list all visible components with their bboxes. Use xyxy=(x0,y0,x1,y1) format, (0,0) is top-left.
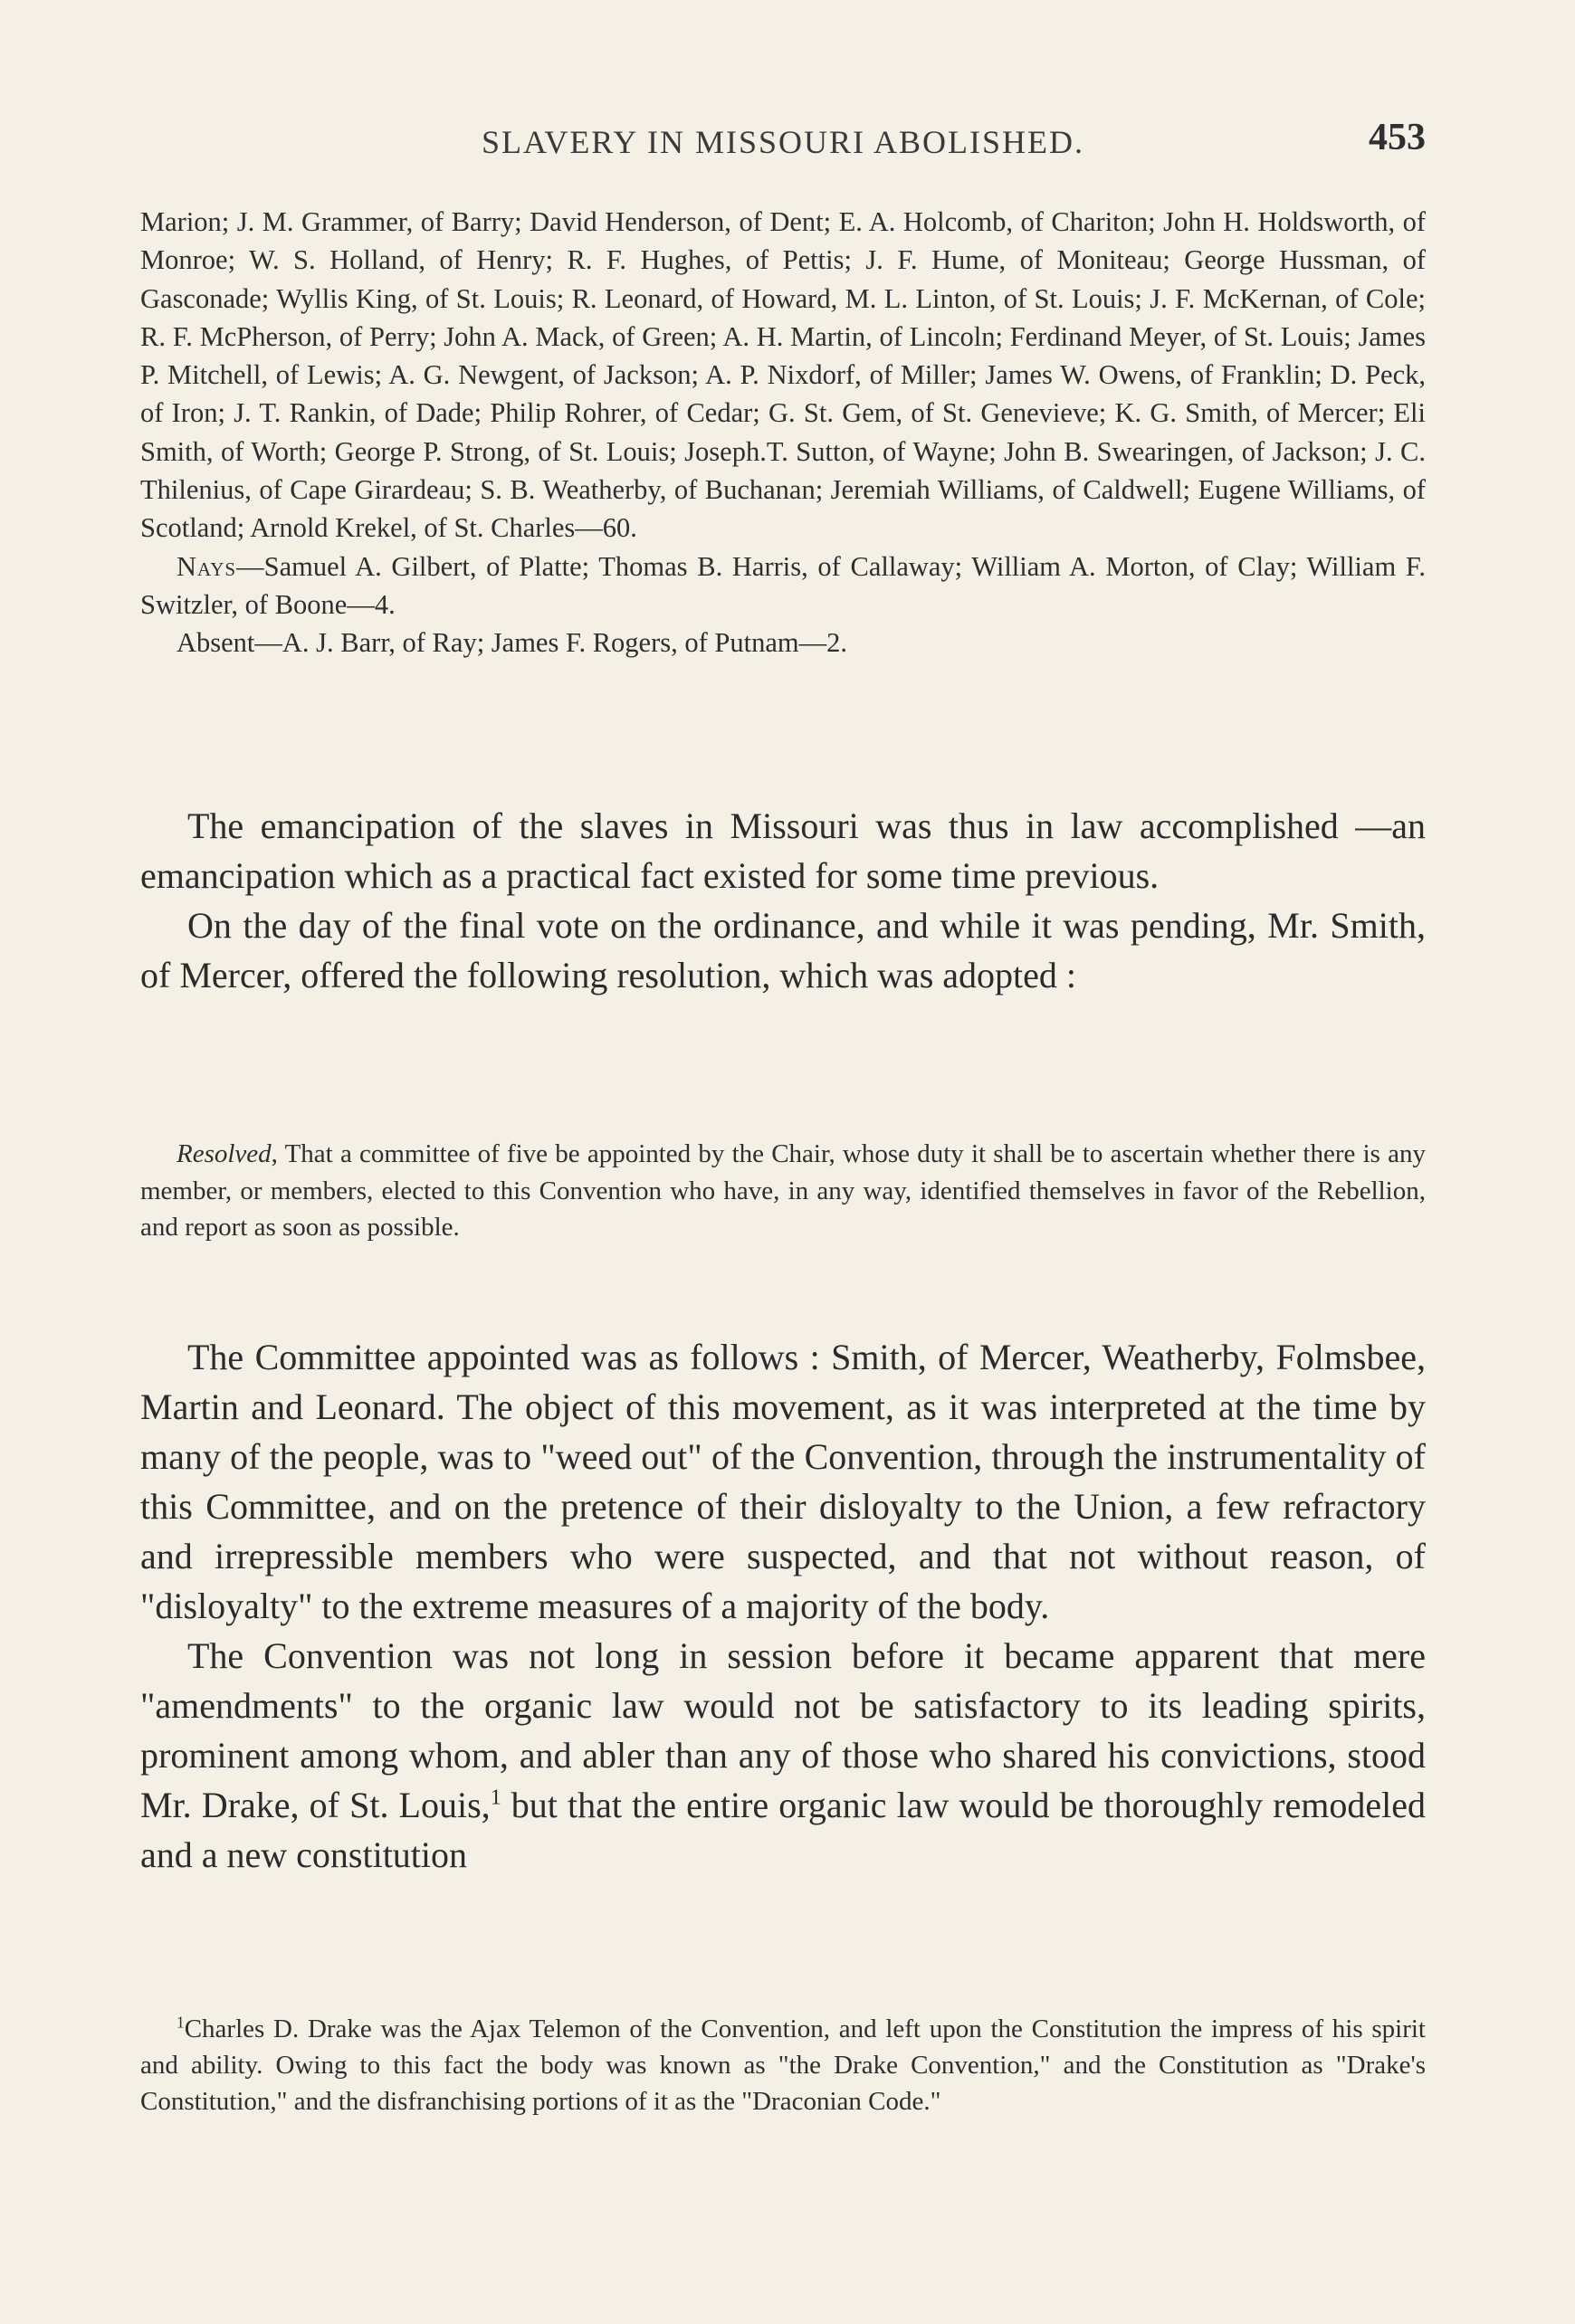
page-header xyxy=(140,116,1426,161)
footnote-reference: 1 xyxy=(490,1786,501,1810)
body-section-1 xyxy=(140,801,1426,1000)
page-number: 453 xyxy=(1369,117,1426,158)
resolution-paragraph xyxy=(140,1136,1426,1246)
resolution-block xyxy=(140,1136,1426,1246)
paragraph-committee: The Committee appointed was as follows : Smith, of Mercer, Weatherby, Folmsbee, Martin and Leonard. The object of this movement, as it was interpreted at the time by many of the people, was to "weed out" of the Convention, through the instrumentality of this Committee, and on the pretence of their disloyalty to the Union, a few refractory and irrepressible members who were suspected, and that not without reason, of "disloyalty" to the extreme measures of a majority of the body. xyxy=(140,1337,1426,1626)
resolution-text: , That a committee of five be appointed by the Chair, whose duty it shall be to ascertain whether there is any member, or members, elected to this Convention who have, in any way, identified themselves in favor of the Rebellion, and report as soon as possible. xyxy=(140,1139,1426,1242)
paragraph-convention xyxy=(140,1631,1426,1880)
paragraph-convention-text: The Convention was not long in session before it became apparent that mere "amendments" to the organic law would not be satisfactory to its leading spirits, prominent among whom, and abler than any of those who shared his convictions, stood Mr. Drake, of St. Louis, xyxy=(140,1635,1426,1825)
nays-label: Nays xyxy=(177,550,237,582)
vote-list xyxy=(140,203,1426,662)
paragraph-final-vote: On the day of the final vote on the ordinance, and while it was pending, Mr. Smith, of Mercer, offered the following resolution, which was adopted : xyxy=(140,905,1426,995)
body-section-2 xyxy=(140,1332,1426,1880)
footnote-paragraph xyxy=(140,2011,1426,2119)
running-title: SLAVERY IN MISSOURI ABOLISHED. xyxy=(481,124,1085,160)
yeas-continued: Marion; J. M. Grammer, of Barry; David Henderson, of Dent; E. A. Holcomb, of Chariton; John H. Holdsworth, of Monroe; W. S. Holland, of Henry; R. F. Hughes, of Pettis; J. F. Hume, of Moniteau; George Hussman, of Gasconade; Wyllis King, of St. Louis; R. Leonard, of Howard, M. L. Linton, of St. Louis; J. F. McKernan, of Cole; R. F. McPherson, of Perry; John A. Mack, of Green; A. H. Martin, of Lincoln; Ferdinand Meyer, of St. Louis; James P. Mitchell, of Lewis; A. G. Newgent, of Jackson; A. P. Nixdorf, of Miller; James W. Owens, of Franklin; D. Peck, of Iron; J. T. Rankin, of Dade; Philip Rohrer, of Cedar; G. St. Gem, of St. Genevieve; K. G. Smith, of Mercer; Eli Smith, of Worth; George P. Strong, of St. Louis; Joseph.T. Sutton, of Wayne; John B. Swearingen, of Jackson; J. C. Thilenius, of Cape Girardeau; S. B. Weatherby, of Buchanan; Jeremiah Williams, of Caldwell; Eugene Williams, of Scotland; Arnold Krekel, of St. Charles—60. xyxy=(140,206,1426,544)
footnote-block xyxy=(140,2011,1426,2119)
paragraph-convention-end: but that the entire organic law would be thoroughly remodeled and a new constitution xyxy=(140,1785,1427,1875)
footnote-text: Charles D. Drake was the Ajax Telemon of the Convention, and left upon the Constitution the impress of his spirit and ability. Owing to this fact the body was known as "the Drake Convention," and the Constitution as "Drake's Constitution," and the disfranchising portions of it as the "Draconian Code." xyxy=(140,2014,1426,2116)
nays-paragraph xyxy=(140,548,1426,624)
resolved-label: Resolved xyxy=(177,1139,272,1168)
nays-text: —Samuel A. Gilbert, of Platte; Thomas B. Harris, of Callaway; William A. Morton, of Clay; William F. Switzler, of Boone—4. xyxy=(140,550,1426,620)
paragraph-emancipation: The emancipation of the slaves in Missouri was thus in law accomplished —an emancipation which as a practical fact existed for some time previous. xyxy=(140,805,1426,896)
absent-paragraph: Absent—A. J. Barr, of Ray; James F. Rogers, of Putnam—2. xyxy=(177,627,847,659)
footnote-marker: 1 xyxy=(177,2013,185,2032)
